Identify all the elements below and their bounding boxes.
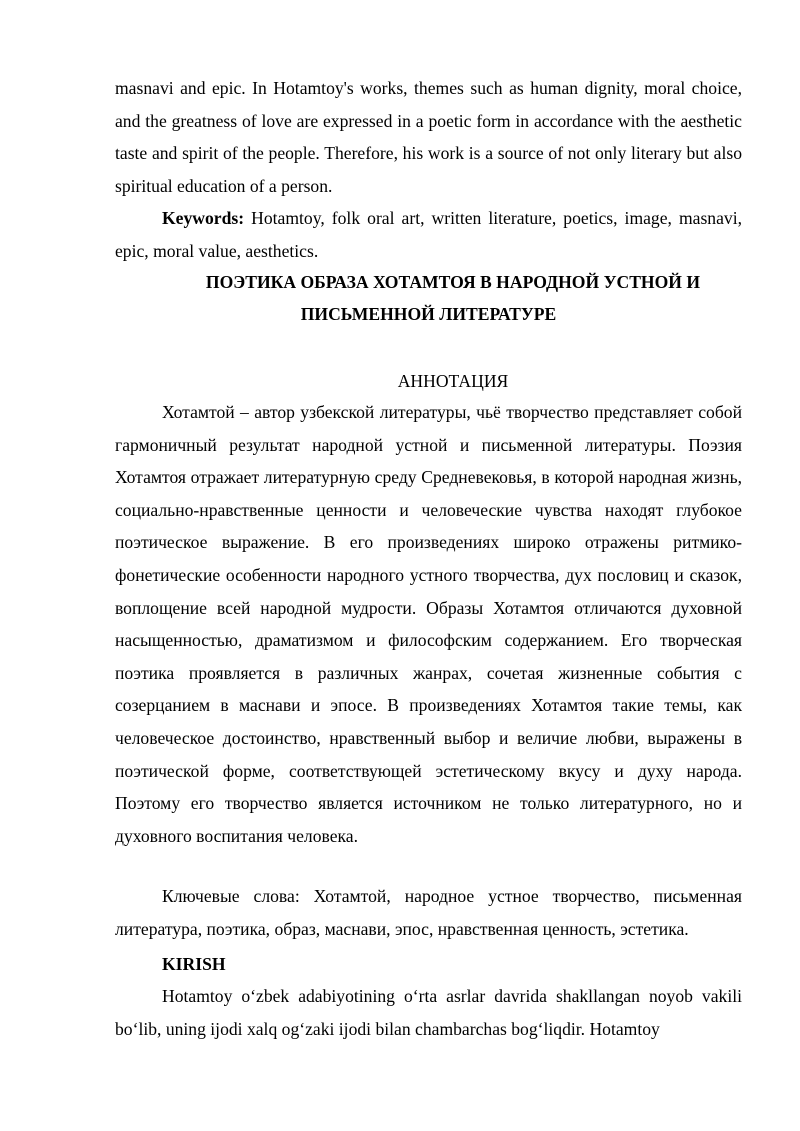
russian-annotation-body: Хотамтой – автор узбекской литературы, чьё творчество представляет собой гармоничный результат народной устной и письменной литературы. Поэзия Хотамтоя отражает литературную среду Средневековья, в которой народная жизнь, социально-нравственные ценности и человеческие чувства находят глубокое поэтическое выражение. В его произведениях широко отражены ритмико-фонетические особенности народного устного творчества, дух пословиц и сказок, воплощение всей народной мудрости. Образы Хотамтоя отличаются духовной насыщенностью, драматизмом и философским содержанием. Его творческая поэтика проявляется в различных жанрах, сочетая жизненные события с созерцанием в маснави и эпосе. В произведениях Хотамтоя такие темы, как человеческое достоинство, нравственный выбор и величие любви, выражены в поэтической форме, соответствующей эстетическому вкусу и духу народа. Поэтому его творчество является источником не только литературного, но и духовного воспитания человека. bbox=[115, 402, 742, 846]
english-keywords bbox=[115, 202, 742, 267]
kirish-body: Hotamtoy o‘zbek adabiyotining o‘rta asrlar davrida shakllangan noyob vakili bo‘lib, uning ijodi xalq og‘zaki ijodi bilan chambarchas bog‘liqdir. Hotamtoy bbox=[115, 986, 742, 1039]
english-keywords-text: Hotamtoy, folk oral art, written literature, poetics, image, masnavi, epic, moral value, aesthetics. bbox=[115, 208, 742, 261]
russian-title-line-1: ПОЭТИКА ОБРАЗА ХОТАМТОЯ В НАРОДНОЙ УСТНОЙ И bbox=[205, 272, 701, 292]
russian-keywords: Ключевые слова: Хотамтой, народное устное творчество, письменная литература, поэтика, образ, маснави, эпос, нравственная ценность, эстетика. bbox=[115, 886, 742, 939]
english-abstract-end: masnavi and epic. In Hotamtoy's works, themes such as human dignity, moral choice, and the greatness of love are expressed in a poetic form in accordance with the aesthetic taste and spirit of the people. Therefore, his work is a source of not only literary but also spiritual education of a person. bbox=[115, 78, 742, 196]
russian-title-line-2: ПИСЬМЕННОЙ ЛИТЕРАТУРЕ bbox=[300, 304, 557, 324]
english-keywords-label: Keywords: bbox=[162, 208, 245, 228]
annotation-heading: АННОТАЦИЯ bbox=[397, 371, 509, 391]
kirish-heading: KIRISH bbox=[162, 954, 226, 974]
